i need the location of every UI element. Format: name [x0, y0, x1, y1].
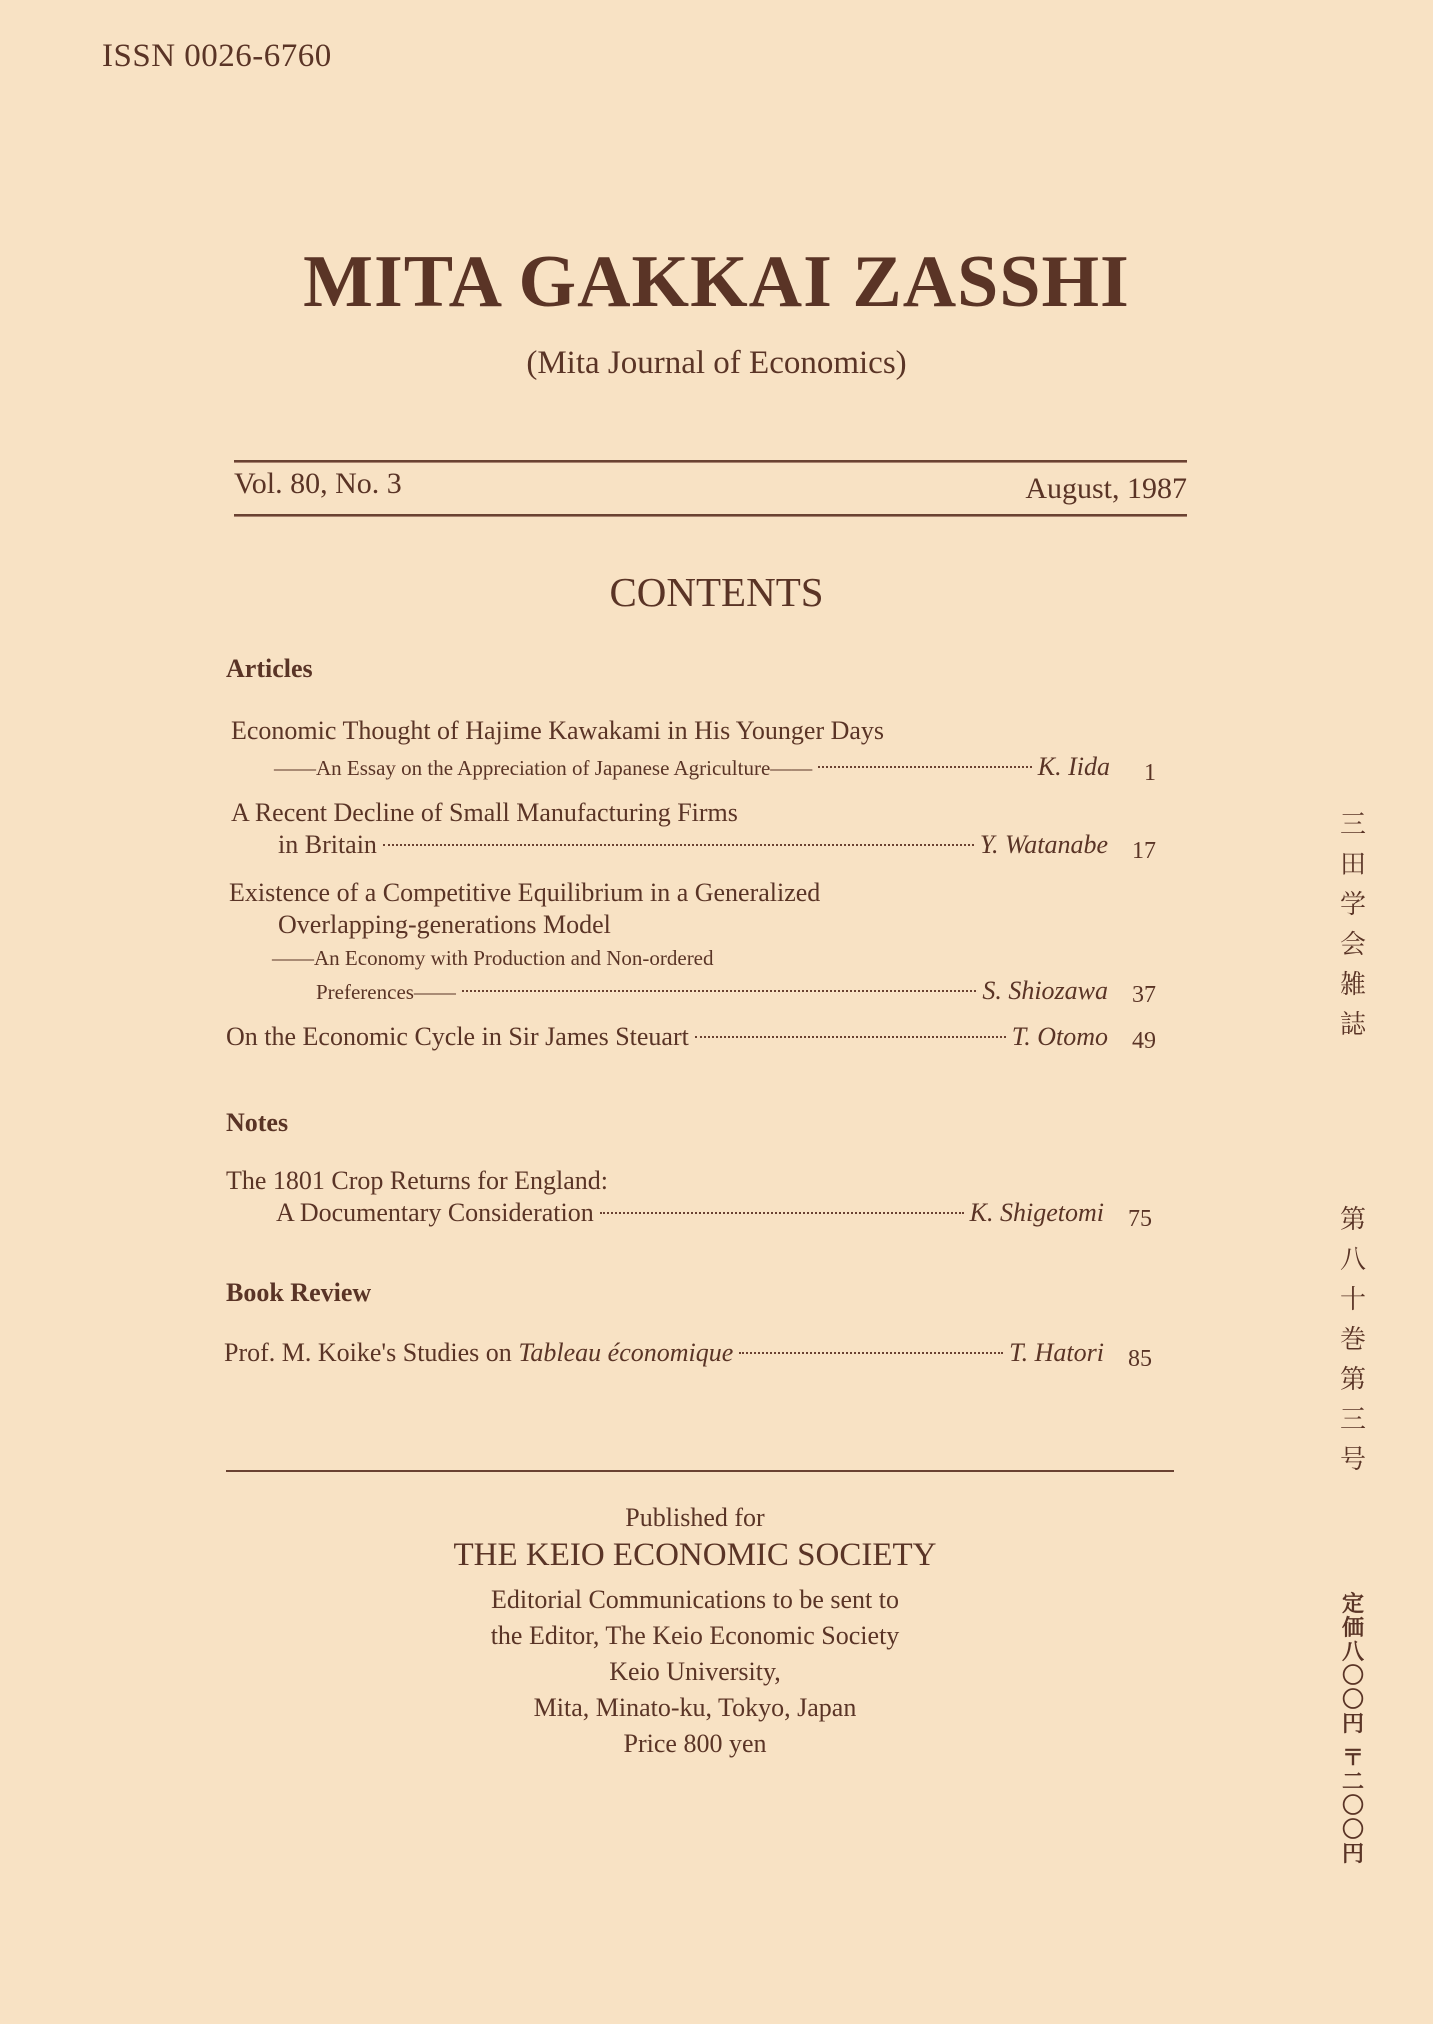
- entry-subtitle-cont: Preferences——: [316, 980, 456, 1004]
- entry-title-row: [278, 830, 1108, 860]
- leader-dots: [462, 989, 976, 992]
- leader-dots: [818, 765, 1031, 768]
- publisher-line: Keio University,: [609, 1657, 781, 1686]
- entry-page: 37: [1132, 982, 1156, 1008]
- entry-title-row: [276, 1198, 1104, 1228]
- entry-title[interactable]: On the Economic Cycle in Sir James Steuart: [226, 1022, 689, 1051]
- section-articles: Articles: [226, 654, 313, 683]
- entry-subtitle-row: [274, 752, 1110, 782]
- leader-dots: [383, 843, 974, 846]
- volume-number: Vol. 80, No. 3: [234, 467, 402, 500]
- journal-title: MITA GAKKAI ZASSHI: [303, 241, 1130, 323]
- spine-price-jp: 定 価 八 〇 〇 円 〒 二 〇 〇 円: [1341, 1591, 1364, 1866]
- entry-title[interactable]: Economic Thought of Hajime Kawakami in His Younger Days: [231, 716, 885, 745]
- entry-title-row: [226, 1022, 1108, 1052]
- entry-page: 17: [1132, 838, 1156, 864]
- top-divider: [234, 460, 1187, 463]
- publisher-line: Editorial Communications to be sent to: [490, 1585, 899, 1614]
- published-for: Published for: [625, 1503, 765, 1532]
- entry-title-italic: Tableau économique: [518, 1338, 734, 1367]
- entry-title[interactable]: The 1801 Crop Returns for England:: [226, 1166, 608, 1195]
- entry-title-cont[interactable]: Overlapping-generations Model: [278, 910, 611, 939]
- issn-number: ISSN 0026-6760: [102, 38, 332, 74]
- entry-title-prefix: Prof. M. Koike's Studies on: [224, 1338, 519, 1367]
- entry-author: Y. Watanabe: [979, 830, 1108, 859]
- section-book-review: Book Review: [226, 1278, 372, 1307]
- entry-page: 85: [1128, 1346, 1152, 1372]
- leader-dots: [695, 1035, 1006, 1038]
- spine-title-jp: 三 田 学 会 雑 誌: [1339, 810, 1366, 1039]
- contents-heading: CONTENTS: [609, 569, 824, 615]
- publisher-line: the Editor, The Keio Economic Society: [490, 1621, 900, 1650]
- entry-title-cont[interactable]: in Britain: [278, 830, 377, 859]
- entry-title-row: [224, 1338, 1104, 1368]
- publisher-line: Mita, Minato-ku, Tokyo, Japan: [533, 1693, 857, 1722]
- leader-dots: [600, 1211, 964, 1214]
- entry-title[interactable]: [224, 1338, 733, 1368]
- issue-date: August, 1987: [1025, 472, 1187, 505]
- bottom-divider: [234, 514, 1187, 517]
- spine-issue-jp: 第 八 十 巻 第 三 号: [1339, 1205, 1366, 1474]
- entry-subtitle: ——An Essay on the Appreciation of Japanese Agriculture——: [274, 756, 813, 780]
- entry-author: K. Shigetomi: [969, 1198, 1104, 1227]
- entry-page: 49: [1132, 1028, 1156, 1054]
- journal-subtitle: (Mita Journal of Economics): [526, 345, 907, 381]
- entry-page: 75: [1128, 1206, 1152, 1232]
- society-name: THE KEIO ECONOMIC SOCIETY: [453, 1537, 937, 1573]
- price: Price 800 yen: [623, 1729, 767, 1758]
- publisher-divider: [226, 1470, 1174, 1472]
- entry-author: S. Shiozawa: [982, 976, 1108, 1005]
- entry-page: 1: [1144, 760, 1156, 786]
- entry-title[interactable]: A Recent Decline of Small Manufacturing Firms: [231, 798, 738, 827]
- entry-author: T. Otomo: [1011, 1022, 1108, 1051]
- leader-dots: [739, 1351, 1003, 1354]
- entry-title-cont[interactable]: A Documentary Consideration: [276, 1198, 594, 1227]
- entry-author: T. Hatori: [1009, 1338, 1104, 1367]
- entry-subtitle: ——An Economy with Production and Non-ordered: [272, 946, 714, 970]
- entry-title[interactable]: Existence of a Competitive Equilibrium in a Generalized: [229, 878, 821, 907]
- entry-subtitle-row: [316, 976, 1108, 1006]
- section-notes: Notes: [226, 1108, 289, 1137]
- entry-author: K. Iida: [1037, 752, 1110, 781]
